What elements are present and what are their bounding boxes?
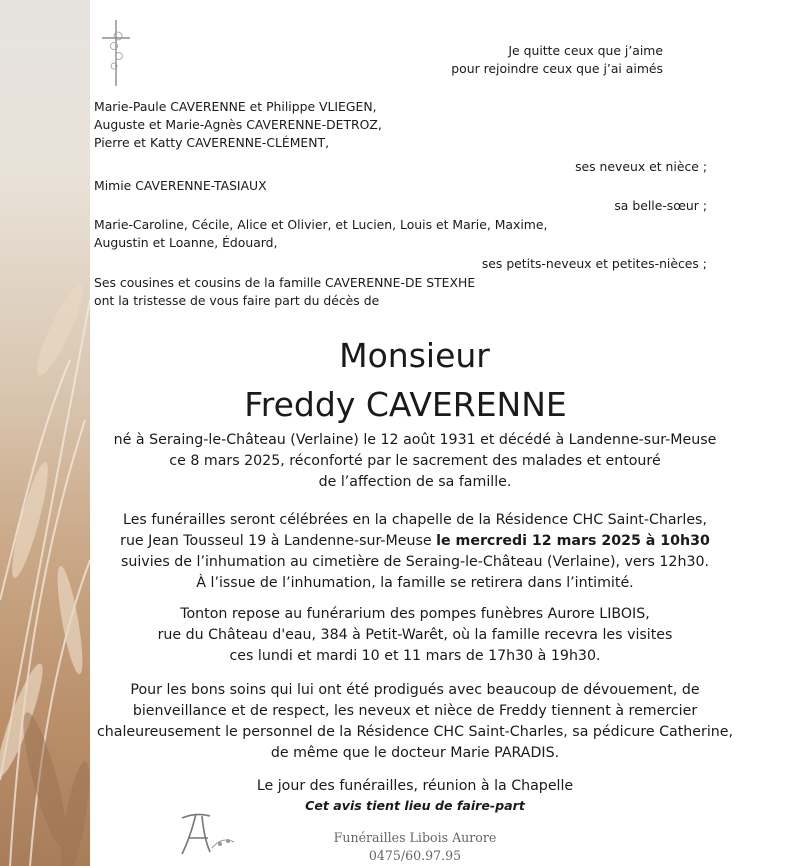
deceased-name: Freddy CAVERENNE — [244, 385, 567, 424]
rest-line: ces lundi et mardi 10 et 11 mars de 17h30 à 19h30. — [229, 648, 601, 664]
thanks-line: bienveillance et de respect, les neveux et nièce de Freddy tiennent à remercier — [132, 703, 698, 719]
family-nephews — [94, 98, 382, 152]
family-grand-nephews — [94, 216, 547, 252]
epitaph-line-2: pour rejoindre ceux que j’ai aimés — [451, 61, 663, 76]
family-line: Marie-Paule CAVERENNE et Philippe VLIEGEN, — [94, 99, 377, 114]
funeral-line: suivies de l’inhumation au cimetière de Seraing-le-Château (Verlaine), vers 12h30. — [120, 554, 710, 570]
family-cousins — [94, 274, 475, 310]
funeral-line — [90, 531, 740, 552]
family-line: Ses cousines et cousins de la famille CAVERENNE-DE STEXHE — [94, 275, 476, 290]
epitaph-line-1: Je quitte ceux que j’aime — [508, 43, 663, 58]
relation-nephews: ses neveux et nièce ; — [575, 159, 707, 174]
side-photo — [0, 0, 90, 866]
deceased-title: Monsieur — [339, 336, 490, 375]
footer-block — [90, 829, 740, 865]
thanks-line: Pour les bons soins qui lui ont été prodigués avec beaucoup de dévouement, de — [130, 682, 700, 698]
birth-line: né à Seraing-le-Château (Verlaine) le 12 août 1931 et décédé à Landenne-sur-Meuse — [113, 432, 717, 448]
rest-line: rue du Château d'eau, 384 à Petit-Warêt, où la famille recevra les visites — [157, 627, 673, 643]
footer-phone: 0475/60.97.95 — [368, 848, 462, 863]
reunion-line: Le jour des funérailles, réunion à la Chapelle — [256, 778, 574, 794]
notice-line: Cet avis tient lieu de faire-part — [305, 798, 525, 813]
funerarium-block — [90, 604, 740, 667]
funeral-address: rue Jean Tousseul 19 à Landenne-sur-Meuse — [120, 533, 437, 549]
funeral-block — [90, 510, 740, 594]
relation-sister-in-law: sa belle-sœur ; — [614, 198, 707, 213]
family-line: Auguste et Marie-Agnès CAVERENNE-DETROZ, — [94, 117, 382, 132]
birth-line: de l’affection de sa famille. — [318, 474, 512, 490]
thanks-line: chaleureusement le personnel de la Résidence CHC Saint-Charles, sa pédicure Catherine, — [96, 724, 734, 740]
thanks-line: de même que le docteur Marie PARADIS. — [270, 745, 560, 761]
family-line: Marie-Caroline, Cécile, Alice et Olivier, et Lucien, Louis et Marie, Maxime, — [94, 217, 548, 232]
thanks-block — [90, 680, 740, 764]
epitaph — [451, 42, 663, 78]
cross-icon — [100, 18, 132, 88]
birth-line: ce 8 mars 2025, réconforté par le sacrement des malades et entouré — [169, 453, 661, 469]
relation-grand-nephews: ses petits-neveux et petites-nièces ; — [481, 256, 707, 271]
funeral-line: À l’issue de l’inhumation, la famille se retirera dans l’intimité. — [196, 575, 634, 591]
family-line: Augustin et Loanne, Édouard, — [94, 235, 278, 250]
family-line: Pierre et Katty CAVERENNE-CLÉMENT, — [94, 135, 330, 150]
funeral-date: le mercredi 12 mars 2025 à 10h30 — [436, 533, 710, 549]
footer-company: Funérailles Libois Aurore — [333, 830, 497, 845]
funeral-line: Les funérailles seront célébrées en la chapelle de la Résidence CHC Saint-Charles, — [123, 512, 707, 528]
rest-line: Tonton repose au funérarium des pompes funèbres Aurore LIBOIS, — [180, 606, 650, 622]
birth-death-block — [90, 430, 740, 493]
family-sister-in-law: Mimie CAVERENNE-TASIAUX — [94, 178, 267, 193]
announce-line: ont la tristesse de vous faire part du décès de — [94, 293, 380, 308]
